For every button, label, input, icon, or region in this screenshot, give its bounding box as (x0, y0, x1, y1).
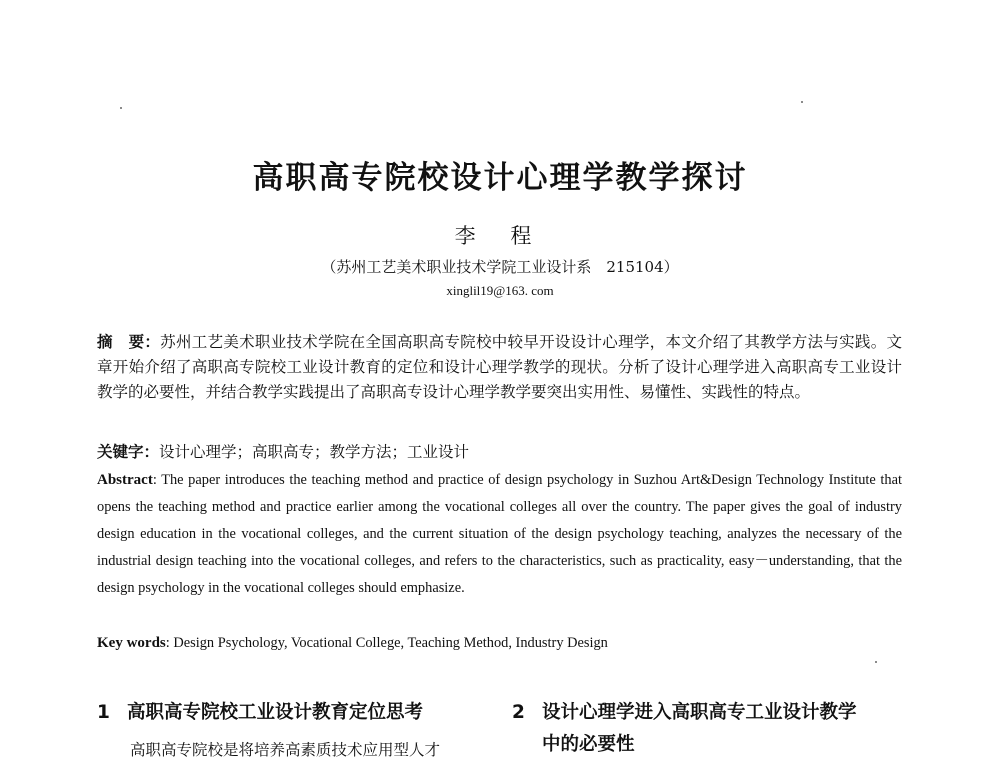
chinese-abstract (97, 330, 902, 405)
scan-speck (120, 107, 122, 109)
english-keywords-colon: : (165, 635, 174, 651)
author-affiliation: （苏州工艺美术职业技术学院工业设计系 215104） (321, 258, 679, 276)
section-1-heading (97, 697, 497, 729)
section-1-body-text: 高职高专院校是将培养高素质技术应用型人才 (130, 741, 441, 759)
english-keywords-label: Key words (97, 635, 166, 651)
chinese-keywords-text: 设计心理学；高职高专；教学方法；工业设计 (159, 443, 470, 461)
section-2-title-line1: 设计心理学进入高职高专工业设计教学 (542, 702, 857, 723)
section-2-number: 2 (512, 702, 525, 723)
section-1-title: 高职高专院校工业设计教育定位思考 (127, 702, 424, 723)
chinese-abstract-text: 苏州工艺美术职业技术学院在全国高职高专院校中较早开设设计心理学，本文介绍了其教学方法与实践。文章开始介绍了高职高专院校工业设计教育的定位和设计心理学教学的现状。分析了设计心理学进入高职高专工业设计教学的必要性，并结合教学实践提出了高职高专设计心理学教学要突出实用性、易懂性、实践性的特点。 (97, 333, 902, 401)
chinese-abstract-label: 摘 要： (97, 333, 161, 351)
scan-speck (875, 661, 877, 663)
english-abstract-colon: : (152, 472, 162, 488)
english-keywords-text: Design Psychology, Vocational College, Teaching Method, Industry Design (173, 635, 608, 651)
author-name: 李 程 (454, 224, 546, 248)
section-2-heading (512, 697, 912, 761)
paper-title: 高职高专院校设计心理学教学探讨 (252, 160, 748, 196)
english-keywords (97, 630, 902, 657)
chinese-keywords (97, 440, 902, 465)
chinese-keywords-label: 关键字： (97, 443, 160, 461)
english-abstract-label: Abstract (97, 472, 153, 488)
section-1-number: 1 (97, 702, 110, 723)
english-abstract (97, 467, 902, 602)
scan-speck (801, 101, 803, 103)
section-2-title-line2: 中的必要性 (542, 734, 635, 755)
author-email: xinglil19@163. com (446, 283, 554, 298)
english-abstract-text: The paper introduces the teaching method and practice of design psychology in Suzhou Art&Design Technology Institute that opens the teaching method and practice earlier among the vocational colleges all over the country. The paper gives the goal of industry design education in the vocational colleges, and the current situation of the design psychology teaching, analyzes the necessary of the industrial design teaching into the vocational colleges, and refers to the characteristics, such as practicality, easy－understanding, that the design psychology in the vocational colleges should emphasize. (97, 472, 902, 596)
